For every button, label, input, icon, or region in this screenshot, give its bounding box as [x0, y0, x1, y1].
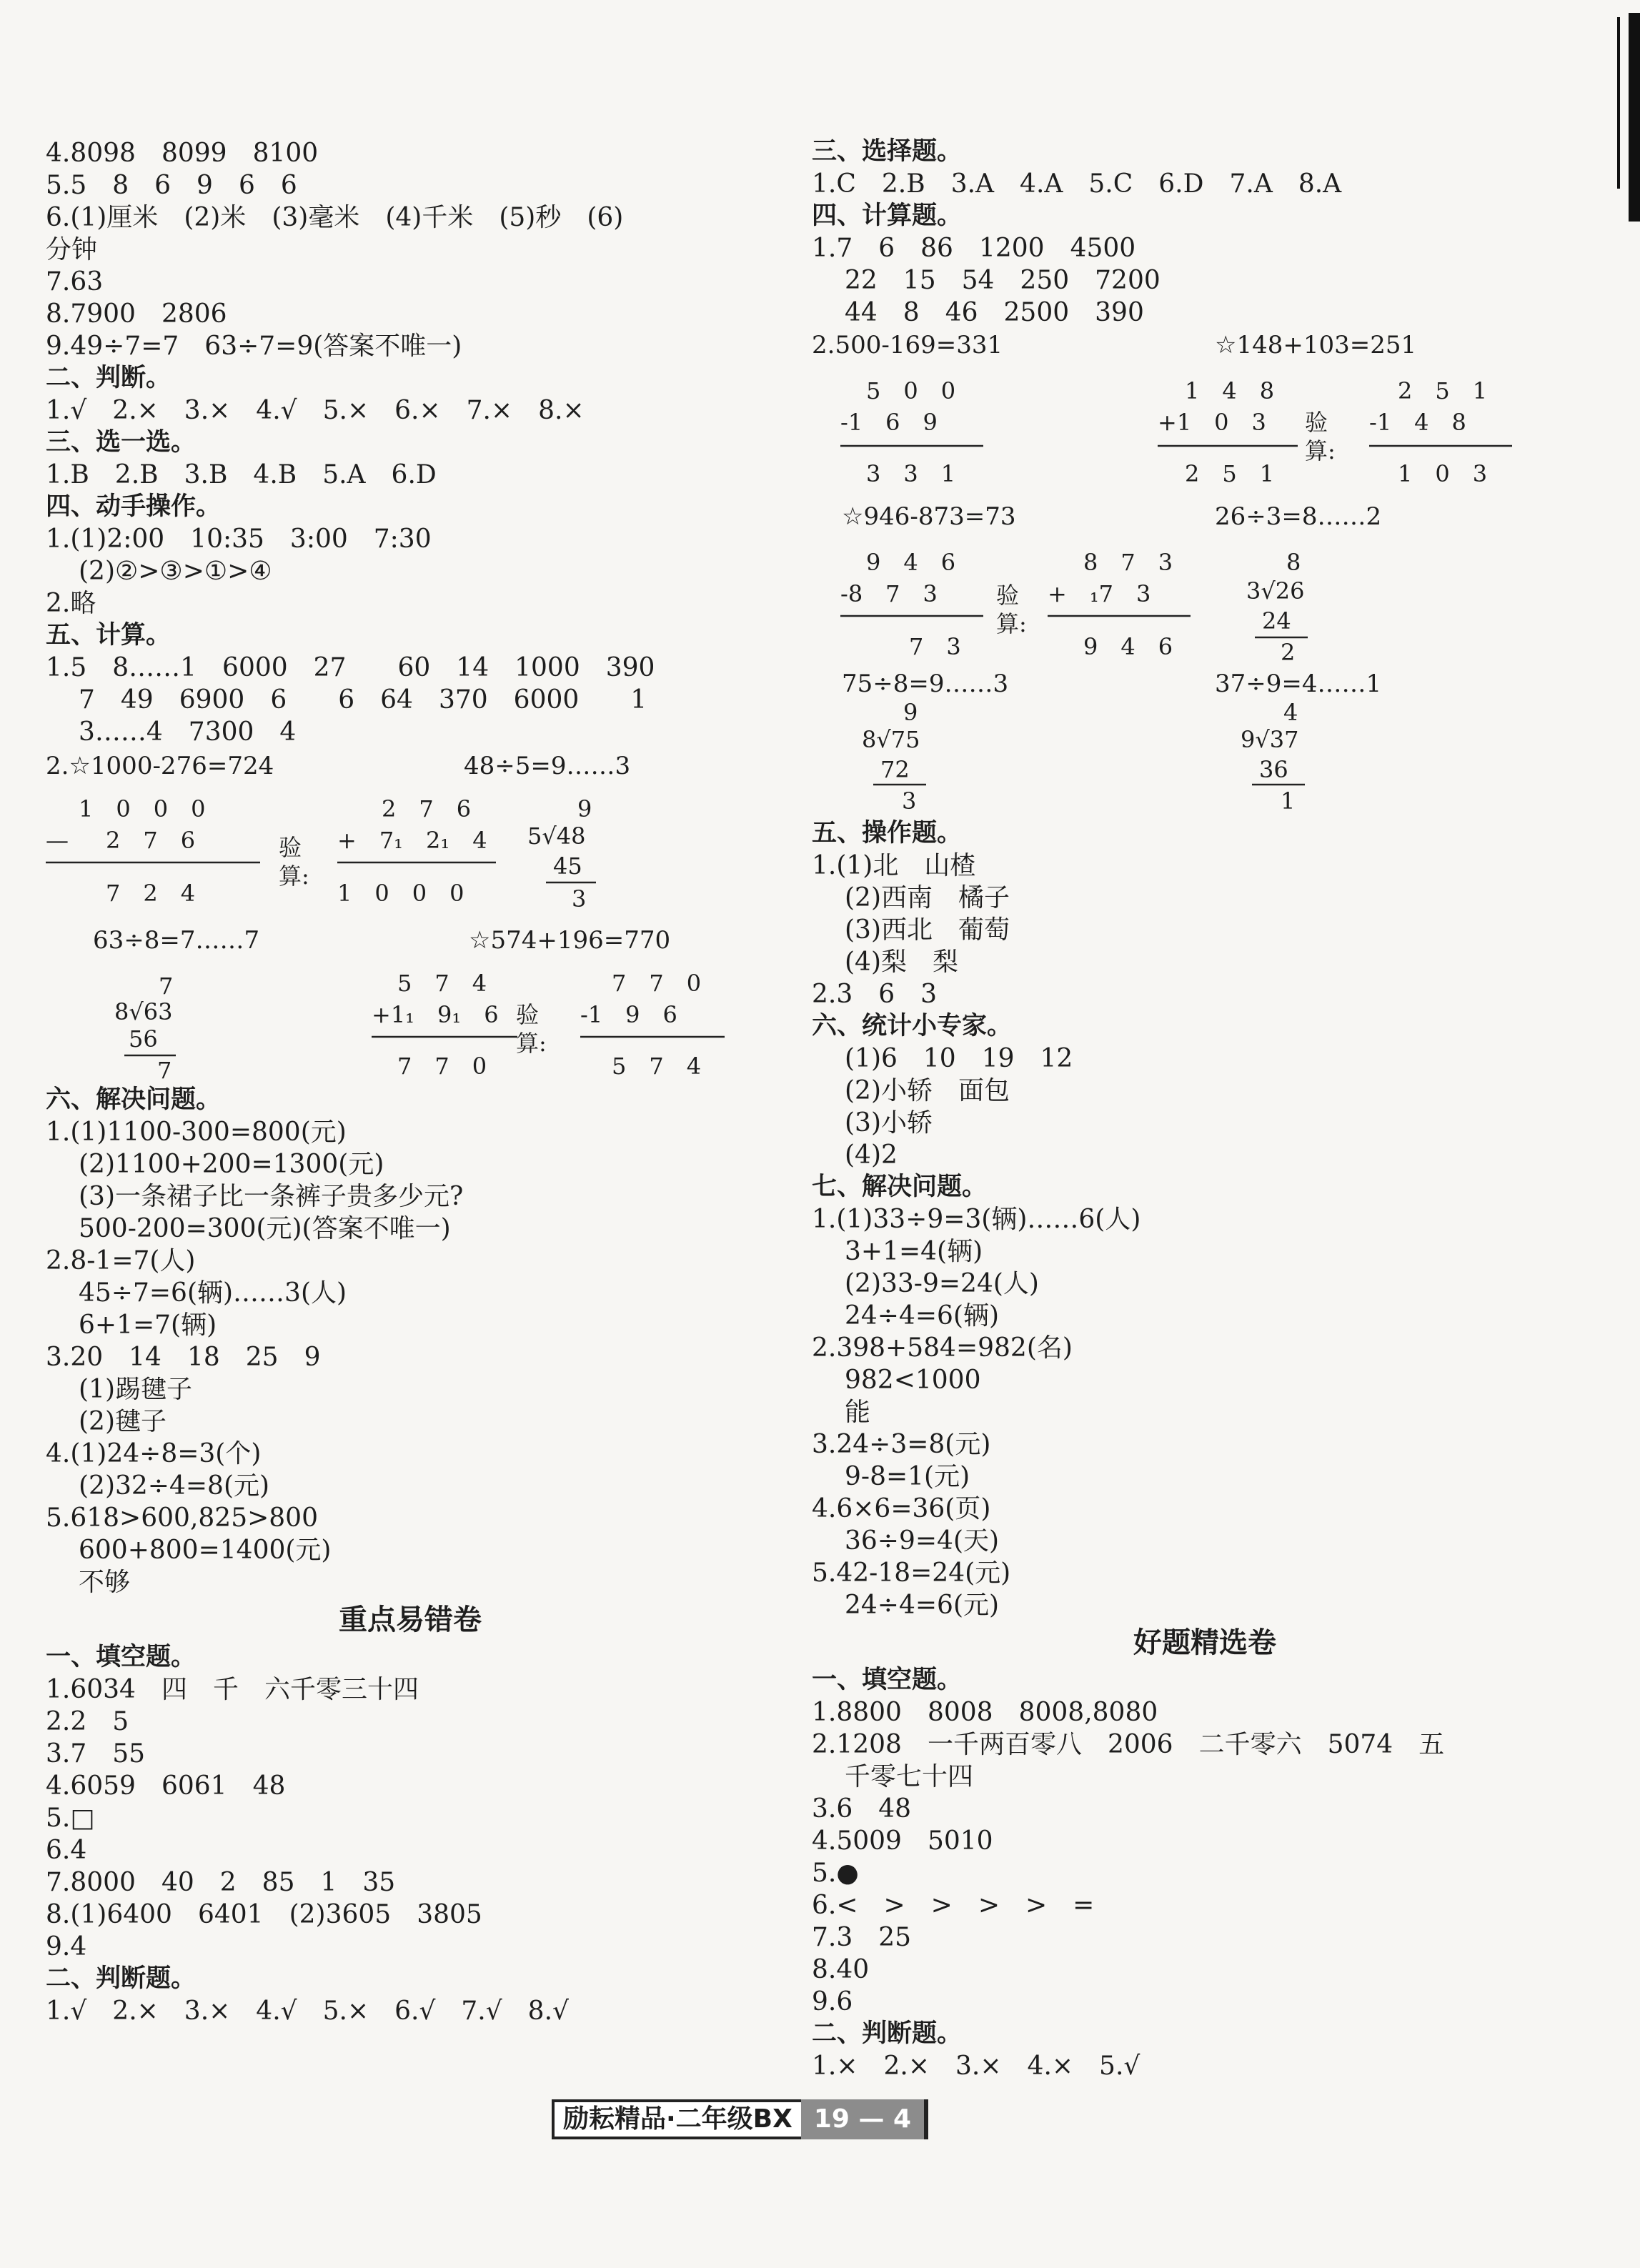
- answer-line: 1.(1)1100-300=800(元): [46, 1118, 347, 1147]
- answer-line: 6+1=7(辆): [79, 1310, 217, 1340]
- answer-line: 24÷4=6(辆): [845, 1301, 1000, 1331]
- quotient: 7: [159, 973, 174, 1000]
- remainder: 3: [902, 787, 917, 815]
- product: 56: [129, 1025, 158, 1053]
- answer-line: 3+1=4(辆): [845, 1237, 983, 1266]
- result: 1 0 3: [1398, 460, 1488, 487]
- section-heading: 五、操作题。: [812, 819, 963, 847]
- answer-line: 1.C 2.B 3.A 4.A 5.C 6.D 7.A 8.A: [812, 169, 1342, 199]
- answer-line: 36÷9=4(天): [845, 1526, 1000, 1556]
- answer-line: 3.7 55: [46, 1739, 146, 1769]
- division: 9√37: [1241, 726, 1299, 753]
- left-column: [46, 137, 775, 2027]
- answer-line: 2.略: [46, 589, 96, 618]
- result: 7 2 4: [106, 880, 196, 907]
- answer-line: 7 49 6900 6 6 64 370 6000 1: [79, 685, 647, 715]
- answer-line: 6.(1)厘米 (2)米 (3)毫米 (4)千米 (5)秒 (6): [46, 203, 624, 232]
- remainder: 1: [1281, 787, 1296, 815]
- section-heading: 五、计算。: [46, 621, 172, 650]
- result: 7 7 0: [397, 1053, 487, 1080]
- section-heading: 一、填空题。: [46, 1643, 197, 1671]
- result: 2 5 1: [1185, 460, 1275, 487]
- check-label: 算:: [279, 862, 309, 890]
- answer-line: (2)33-9=24(人): [845, 1269, 1039, 1298]
- answer-line: 4.8098 8099 8100: [46, 139, 319, 168]
- operand: -1 4 8: [1369, 409, 1466, 436]
- operand: 2 7 6: [106, 827, 196, 854]
- answer-line: 6.4: [46, 1836, 87, 1865]
- section-heading: 七、解决问题。: [812, 1173, 988, 1201]
- result: 1 0 0 0: [337, 880, 464, 907]
- equation: 26÷3=8……2: [1215, 502, 1382, 531]
- footer-edge: [924, 2099, 928, 2139]
- answer-line: 千零七十四: [845, 1762, 974, 1791]
- answer-line: 5.618>600,825>800: [46, 1503, 318, 1533]
- operand: 7 7 0: [612, 970, 702, 997]
- answer-line: (2)小轿 面包: [845, 1076, 1010, 1105]
- operand: -8 7 3: [840, 580, 938, 607]
- vertical-calculation-2: [46, 920, 775, 1084]
- section-heading: 二、判断题。: [46, 1964, 197, 1993]
- section-heading: 三、选一选。: [46, 428, 197, 457]
- page-footer: [552, 2099, 928, 2139]
- answer-line: 24÷4=6(元): [845, 1591, 1000, 1620]
- vertical-calculation-3: [812, 329, 1598, 496]
- quotient: 4: [1283, 699, 1298, 726]
- right-column: [812, 136, 1598, 2082]
- operand: -1 6 9: [840, 409, 938, 436]
- section-heading: 四、计算题。: [812, 202, 963, 230]
- operand: + 7₁ 2₁ 4: [337, 827, 487, 854]
- equation: 48÷5=9……3: [464, 752, 631, 780]
- answer-line: 45÷7=6(辆)……3(人): [79, 1278, 347, 1308]
- answer-line: 7.63: [46, 267, 104, 297]
- answer-line: 2.2 5: [46, 1707, 129, 1736]
- answer-line: 9-8=1(元): [845, 1462, 970, 1491]
- answer-line: (1)6 10 19 12: [845, 1044, 1073, 1073]
- operand: 9 4 6: [866, 549, 956, 576]
- answer-line: 8.7900 2806: [46, 299, 227, 329]
- answer-line: 1.(1)2:00 10:35 3:00 7:30: [46, 524, 432, 554]
- answer-line: (2)西南 橘子: [845, 883, 1010, 912]
- answer-line: 1.(1)33÷9=3(辆)……6(人): [812, 1205, 1141, 1234]
- quotient: 9: [903, 699, 918, 726]
- section-heading: 四、动手操作。: [46, 492, 222, 521]
- division: 5√48: [527, 822, 586, 850]
- answer-line: 1.(1)北 山楂: [812, 851, 976, 880]
- answer-line: 4.6×6=36(页): [812, 1494, 991, 1523]
- answer-line: 9.6: [812, 1987, 853, 2016]
- product: 24: [1262, 607, 1291, 635]
- check-label: 验: [996, 582, 1020, 609]
- answer-line: 2.1208 一千两百零八 2006 二千零六 5074 五: [812, 1730, 1445, 1759]
- check-label: 算:: [516, 1030, 547, 1057]
- answer-line: 500-200=300(元)(答案不唯一): [79, 1214, 451, 1243]
- vertical-calculation-5: [812, 667, 1598, 817]
- answer-line: 1.× 2.× 3.× 4.× 5.√: [812, 2051, 1140, 2081]
- check-label: 验: [1305, 409, 1328, 436]
- answer-line: 不够: [79, 1568, 131, 1597]
- answer-line: 3.6 48: [812, 1794, 912, 1824]
- answer-line: (2)毽子: [79, 1407, 167, 1436]
- division: 8√75: [862, 726, 920, 753]
- answer-line: 5.5 8 6 9 6 6: [46, 171, 297, 200]
- operand: +1₁ 9₁ 6: [372, 1001, 499, 1028]
- answer-line: 44 8 46 2500 390: [845, 298, 1144, 327]
- operand: 2 7 6: [382, 795, 472, 822]
- equation: ☆946-873=73: [842, 502, 1016, 531]
- operand: + ₁7 3: [1048, 580, 1151, 607]
- answer-line: 6.< > > > > =: [812, 1891, 1095, 1920]
- answer-line: 4.6059 6061 48: [46, 1771, 286, 1801]
- edge-bar: [1629, 13, 1640, 222]
- section-heading: 三、选择题。: [812, 137, 963, 166]
- answer-line: 5.□: [46, 1804, 95, 1833]
- operand: +1 0 3: [1158, 409, 1266, 436]
- answer-line: 1.6034 四 千 六千零三十四: [46, 1675, 419, 1704]
- quotient: 8: [1286, 549, 1301, 576]
- operand: 2 5 1: [1398, 377, 1488, 404]
- page-number: 19 — 4: [801, 2099, 924, 2139]
- answer-line: (3)西北 葡萄: [845, 915, 1010, 945]
- answer-line: (1)踢毽子: [79, 1375, 192, 1404]
- quotient: 9: [577, 795, 592, 822]
- answer-line: 3……4 7300 4: [79, 717, 297, 747]
- answer-line: (2)1100+200=1300(元): [79, 1150, 384, 1179]
- operand: 5 0 0: [866, 377, 956, 404]
- answer-line: 8.40: [812, 1955, 870, 1984]
- answer-line: 能: [845, 1398, 871, 1427]
- answer-line: 1.8800 8008 8008,8080: [812, 1698, 1158, 1727]
- result: 5 7 4: [612, 1053, 702, 1080]
- answer-line: 600+800=1400(元): [79, 1536, 332, 1565]
- answer-line: (4)梨 梨: [845, 948, 958, 977]
- answer-line: 1.7 6 86 1200 4500: [812, 234, 1136, 263]
- brand-label: 励耘精品·二年级BX: [552, 2099, 801, 2139]
- equation: 2.500-169=331: [812, 331, 1003, 359]
- division: 8√63: [114, 998, 173, 1025]
- answer-line: 2.3 6 3: [812, 980, 938, 1009]
- operand: 5 7 4: [397, 970, 487, 997]
- answer-line: 982<1000: [845, 1366, 981, 1395]
- check-label: 算:: [996, 610, 1027, 637]
- check-label: 验: [279, 834, 302, 861]
- result: 9 4 6: [1083, 633, 1173, 660]
- check-label: 算:: [1305, 437, 1336, 464]
- paper-title: 重点易错卷: [339, 1603, 482, 1636]
- answer-line: (2)32÷4=8(元): [79, 1471, 270, 1501]
- answer-line: 1.5 8……1 6000 27 60 14 1000 390: [46, 653, 655, 682]
- answer-line: 3.24÷3=8(元): [812, 1430, 991, 1459]
- answer-line: 4.5009 5010: [812, 1826, 993, 1856]
- product: 45: [553, 852, 582, 880]
- operand: -1 9 6: [580, 1001, 677, 1028]
- equation: 37÷9=4……1: [1215, 670, 1382, 698]
- answer-line: (3)小轿: [845, 1108, 933, 1138]
- section-heading: 六、解决问题。: [46, 1085, 222, 1114]
- result: 3 3 1: [866, 460, 956, 487]
- equation: 63÷8=7……7: [93, 926, 260, 955]
- answer-line: 1.√ 2.× 3.× 4.√ 5.× 6.× 7.× 8.×: [46, 396, 585, 425]
- answer-line: 1.B 2.B 3.B 4.B 5.A 6.D: [46, 460, 437, 489]
- answer-line: 3.20 14 18 25 9: [46, 1343, 321, 1372]
- equation: 75÷8=9……3: [842, 670, 1009, 698]
- answer-line: 5.42-18=24(元): [812, 1558, 1011, 1588]
- remainder: 3: [572, 885, 587, 912]
- equation: 2.☆1000-276=724: [46, 752, 274, 780]
- vertical-calculation-4: [812, 496, 1598, 667]
- operand: 8 7 3: [1083, 549, 1173, 576]
- answer-line: (4)2: [845, 1140, 898, 1170]
- equation: ☆574+196=770: [469, 926, 671, 955]
- answer-line: 4.(1)24÷8=3(个): [46, 1439, 262, 1468]
- answer-line: 2.398+584=982(名): [812, 1333, 1073, 1363]
- answer-line: (2)②>③>①>④: [79, 557, 272, 586]
- answer-line: 5.●: [812, 1859, 859, 1888]
- section-heading: 六、统计小专家。: [812, 1012, 1013, 1040]
- section-heading: 一、填空题。: [812, 1666, 963, 1694]
- operator: —: [46, 827, 69, 854]
- answer-line: 7.8000 40 2 85 1 35: [46, 1868, 396, 1897]
- vertical-calculation-1: [46, 748, 775, 920]
- product: 36: [1259, 756, 1288, 783]
- equation: ☆148+103=251: [1215, 331, 1417, 359]
- answer-line: 9.4: [46, 1932, 87, 1961]
- answer-line: 7.3 25: [812, 1923, 912, 1952]
- paper-title: 好题精选卷: [1133, 1626, 1276, 1659]
- answer-line: 8.(1)6400 6401 (2)3605 3805: [46, 1900, 482, 1929]
- answer-line: 9.49÷7=7 63÷7=9(答案不唯一): [46, 332, 462, 361]
- answer-line: 1.√ 2.× 3.× 4.√ 5.× 6.√ 7.√ 8.√: [46, 1996, 569, 2026]
- section-heading: 二、判断题。: [812, 2019, 963, 2048]
- operand: 1 0 0 0: [79, 795, 206, 822]
- answer-line: (3)一条裙子比一条裤子贵多少元?: [79, 1182, 464, 1211]
- result: 7 3: [909, 633, 961, 660]
- edge-line: [1617, 17, 1620, 189]
- answer-line: 22 15 54 250 7200: [845, 266, 1161, 295]
- remainder: 2: [1281, 639, 1296, 666]
- division: 3√26: [1246, 577, 1305, 605]
- remainder: 7: [157, 1057, 172, 1084]
- answer-line: 分钟: [46, 235, 98, 264]
- product: 72: [880, 756, 910, 783]
- check-label: 验: [516, 1001, 540, 1028]
- answer-line: 2.8-1=7(人): [46, 1246, 196, 1275]
- section-heading: 二、判断。: [46, 364, 172, 392]
- operand: 1 4 8: [1185, 377, 1275, 404]
